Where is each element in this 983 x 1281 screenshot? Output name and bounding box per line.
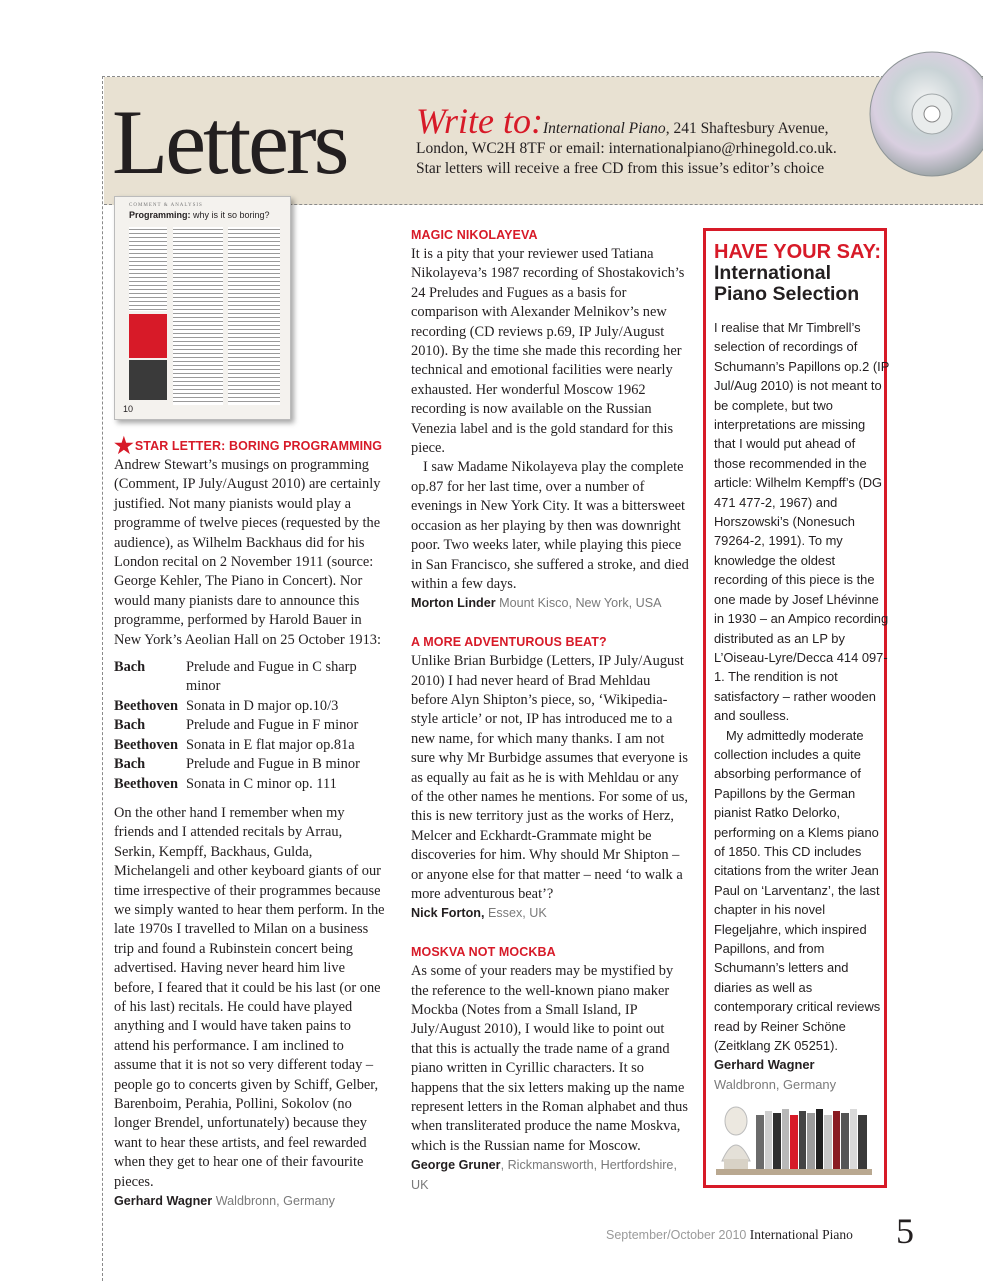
sidebar-para-2: My admittedly moderate collection includes a quite absorbing performance of Papillons by the German pianist Ratko Delorko, performing on a Klems piano of 1850. This CD includes citations from the writer Jean Paul on ‘Larventanz’, the last chapter in his novel Flegeljahre, which inspired Papillons, and from Schumann’s letters and diaries as well as contemporary critical reviews read by Reiner Schöne (Zeitklang ZK 05251). [714, 727, 881, 1054]
article-thumbnail [114, 196, 291, 420]
cd-shelf-illustration [716, 1099, 872, 1175]
sidebar-para-1: I realise that Mr Timbrell’s selection of recordings of Schumann’s Papillons op.2 (IP Jul/Aug 2010) is not meant to be complete, but two interpretations are missing that I would put ahead of those recommended in the article: Wilhelm Kempff’s (DG 471 477-2, 1967) and Horszowski’s (Nonesuch 79264-2, 1991). To my knowledge the oldest recording of this piece is the one made by Josef Lhévinne in 1930 – an Ampico recording distributed as an LP by L’Oiseau-Lyre/Decca 414 097-1. The rendition is not satisfactory – rather wooden and soulless. [714, 320, 890, 724]
star-letter-para-2: On the other hand I remember when my friends and I attended recitals by Arrau, Serkin, Kempff, Backhaus, Gulda, Michelangeli and other keyboard giants of our time irrespective of their programmes because we simply wanted to hear them perform. In the late 1970s I travelled to Milan on a business trip and found a Rubinstein concert being advertised. Having never heard him live before, I feared that it could be his last (or one of his last) recitals. He could have played anything and I would have taken pains to attend his performance. I am inclined to assume that it is not so very different today – people go to concerts given by Schiff, Gelber, Barenboim, Perahia, Pollini, Sokolov (no longer Brendel, unfortunately) because they want to hear these artists, and feel rewarded when they get to hear one of their favourite pieces. [114, 804, 385, 1190]
star-letter-signature: Gerhard Wagner Waldbronn, Germany [114, 1194, 335, 1209]
moskva-heading: MOSKVA NOT MOCKBA [411, 945, 556, 960]
sidebar-sig-place: Waldbronn, Germany [714, 1076, 837, 1092]
moskva-para-1: As some of your readers may be mystified by the reference to the well-known piano maker Mockba (Notes from a Small Island, IP July/August 2010), I would like to point out that this is actually the trade name of a grand piano written in Cyrillic characters. It so happens that the six letters making up the name represent letters in the Roman alphabet and thus when transliterated produce the name Moskva, which is the Russian name for Moscow. [411, 963, 688, 1154]
thumbnail-title-bold: Programming: [129, 210, 191, 220]
footer-date: September/October 2010 [606, 1228, 747, 1242]
page-number: 5 [896, 1211, 914, 1251]
address-line-3: Star letters will receive a free CD from this issue’s editor’s choice [416, 160, 825, 177]
programme-row: Beethoven Sonata in D major op.10/3 [114, 697, 339, 714]
programme-row: Beethoven Sonata in E flat major op.81a [114, 736, 355, 753]
page-title: Letters [112, 91, 347, 193]
magic-para-2: I saw Madame Nikolayeva play the complete op.87 for her last time, over a number of evenings in New York City. It was a bittersweet occasion as her playing by then was downright poor. Two weeks later, while playing this piece in San Francisco, she suffered a stroke, and died within a few days. [411, 459, 689, 592]
programme-list [114, 658, 386, 794]
address-line-2: London, WC2H 8TF or email: internationalpiano@rhinegold.co.uk. [416, 140, 837, 157]
page-footer [606, 1227, 853, 1243]
thumbnail-title-rest: why is it so boring? [190, 210, 270, 220]
column-letters [411, 226, 689, 1195]
thumbnail-pull-quote [129, 314, 167, 358]
thumbnail-title [129, 210, 270, 220]
sidebar-heading: HAVE YOUR SAY: [714, 241, 882, 263]
column-star-letter [114, 433, 386, 1211]
magic-heading: MAGIC NIKOLAYEVA [411, 228, 538, 242]
beat-para-1: Unlike Brian Burbidge (Letters, IP July/August 2010) I had never heard of Brad Mehldau before Alyn Shipton’s piece, so, ‘Wikipedia-style article’ or not, IP has introduced me to a new name, for which many thanks. I am not sure why Mr Burbidge assumes that everyone is as equally au fait as he is with Mehldau or any of the other names he mentions. For some of us, this is new territory just as the works of Herz, Melcer and Eckhardt-Grammate might be discoveries for him. Why should Mr Shipton – or anyone else for that matter – need ‘to walk a more adventurous beat’? [411, 653, 688, 902]
beat-heading: A MORE ADVENTUROUS BEAT? [411, 635, 607, 650]
write-to-block [416, 101, 886, 179]
thumbnail-page-number: 10 [123, 404, 134, 414]
star-letter-heading: ★STAR LETTER: BORING PROGRAMMING [114, 433, 383, 458]
sidebar-sig-name: Gerhard Wagner [714, 1057, 815, 1073]
star-letter-para-1: Andrew Stewart’s musings on programming (Comment, IP July/August 2010) are certainly justified. Not many pianists would play a programme of twelve pieces (requested by the audience), as Wilhelm Backhaus did for his London recital on 2 November 1911 (source: George Kehler, The Piano in Concert). Nor would many pianists dare to announce this programme, performed by Harold Bauer in New York’s Aeolian Hall on 25 October 1913: [114, 457, 381, 648]
cd-disc-icon [866, 50, 983, 180]
have-your-say-box [703, 228, 890, 1188]
thumbnail-caption: COMMENT & ANALYSIS [129, 203, 203, 208]
programme-row: Bach Prelude and Fugue in F minor [114, 717, 359, 734]
star-icon: ★ [114, 433, 134, 458]
address-name: International Piano [542, 120, 666, 137]
sidebar-subheading: International Piano Selection [714, 262, 860, 305]
footer-magazine: International Piano [749, 1227, 853, 1242]
thumbnail-text-lines [228, 227, 280, 405]
magic-signature: Morton Linder Mount Kisco, New York, USA [411, 596, 662, 611]
sidebar-body [714, 318, 890, 1094]
programme-row: Bach Prelude and Fugue in B minor [114, 756, 360, 773]
write-to-label: Write to: [416, 101, 543, 141]
address-rest: , 241 Shaftesbury Avenue, [665, 120, 829, 137]
magic-para-1: It is a pity that your reviewer used Tatiana Nikolayeva’s 1987 recording of Shostakovich’s 24 Preludes and Fugues as a basis for comparison with Alexander Melnikov’s new recording (CD reviews p.69, IP July/August 2010). By the time she made this recording her technical and emotional facilities were nearly exhausted. Her wonderful Moscow 1962 recording is now available on the Russian Venezia label and is the gold standard for this piece. [411, 246, 685, 457]
thumbnail-photo [129, 360, 167, 400]
programme-row: Beethoven Sonata in C minor op. 111 [114, 775, 337, 792]
thumbnail-text-lines [129, 227, 167, 311]
moskva-signature: George Gruner, Rickmansworth, Hertfordshire, UK [411, 1158, 677, 1192]
beat-signature: Nick Forton, Essex, UK [411, 906, 547, 921]
programme-row: Bach Prelude and Fugue in C sharp minor [114, 659, 357, 695]
thumbnail-text-lines [173, 227, 223, 405]
